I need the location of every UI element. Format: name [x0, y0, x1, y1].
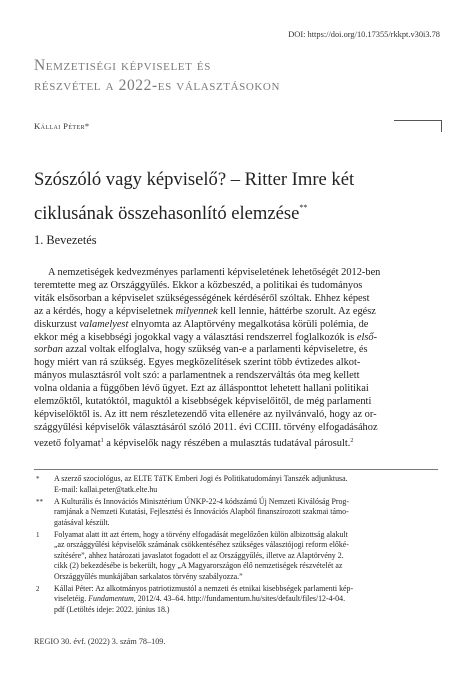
article-title-line: Szószóló vagy képviselő? – Ritter Imre két — [34, 169, 355, 190]
body-line — [34, 306, 438, 319]
body-text: az a kérdés, hogy a képviseletnek — [34, 305, 176, 317]
body-italic: első- — [356, 331, 378, 343]
journal-name: Fundamentum, — [88, 594, 136, 603]
footnote — [34, 474, 438, 495]
footnote — [34, 497, 438, 529]
section-title — [34, 56, 434, 96]
section-title-line: Nemzetiségi képviselet és — [34, 57, 211, 74]
footnotes — [34, 474, 438, 617]
article-title-text: ciklusának összehasonlító elemzése — [34, 203, 300, 224]
body-paragraph — [34, 267, 438, 451]
body-line — [34, 319, 438, 332]
body-line: képviselőktől is. Az itt nem részletezendő vita ellenére az nyilvánvaló, hogy az or- — [34, 408, 377, 420]
body-text: ekkor még a kisebbségi jogokkal vagy a választási rendszerrel foglalkozók is — [34, 331, 357, 343]
body-line: elemzőktől, kutatóktól, maguktól a kisebbségek képviselőitől, de még parlamenti — [34, 396, 372, 408]
body-line: hogy miért van rá szükség. Egyes megközelítések szerint több évtizedes alkot- — [34, 357, 361, 369]
body-line — [34, 332, 438, 345]
article-title-footnote-marker[interactable]: ** — [299, 203, 308, 212]
decorative-bracket — [394, 120, 442, 132]
body-text: a képviselők nagy részében a mulasztás tudatával párosult. — [103, 437, 351, 449]
page-footer: REGIO 30. évf. (2022) 3. szám 78–109. — [34, 637, 166, 646]
footnote — [34, 584, 438, 616]
footnote-line: ramjának a Nemzeti Kutatási, Fejlesztési és Innovációs Alapból finanszírozott szakmai támo- — [54, 507, 349, 516]
footnote-divider — [34, 469, 438, 470]
footnote-line: „az országgyűlési képviselők számának csökkentéséhez szükséges választójogi reform előké- — [54, 540, 349, 549]
footnote-ref[interactable]: 1 — [100, 437, 104, 444]
section-heading: 1. Bevezetés — [34, 233, 97, 247]
body-text: kell lennie, háttérbe szorult. Az egész — [217, 305, 376, 317]
body-italic: sorban — [34, 344, 63, 356]
footnote-marker: * — [36, 475, 40, 483]
body-line: szággyűlési képviselők választásáról szóló 2011. évi CCIII. törvény elfogadásához — [34, 421, 378, 433]
footnote-line: Országgyűlés munkájában sarkalatos törvény szabályozza.” — [54, 571, 243, 581]
footnote-line: szítésére”, ahhez határozati javaslatot fogadott el az Országgyűlés, illetve az Alaptörvény 2. — [54, 550, 344, 560]
footnote-marker: 1 — [36, 530, 40, 539]
body-line: mányos mulasztásról volt szó: a parlamentnek a rendszerváltás óta meg kellett — [34, 370, 360, 382]
footnote-line: Kállai Péter: Az alkotmányos patriotizmustól a nemzeti és etnikai kisebbségek parlamenti kép- — [54, 583, 354, 593]
footnote-text: viseletéig. — [54, 594, 89, 603]
body-line: viták elsősorban a képviselet szükségességének kérdéséről szóltak. Ehhez képest — [34, 292, 370, 304]
section-title-line: részvétel a 2022-es választásokon — [34, 77, 281, 94]
article-title-line — [34, 194, 454, 228]
body-text: vezető folyamat — [34, 437, 101, 449]
footnote-line: A szerző szociológus, az ELTE TáTK Emberi Jogi és Politikatudományi Tanszék adjunktusa. — [54, 474, 348, 483]
author-name: Kállai Péter* — [34, 121, 90, 131]
footnote-marker: 2 — [36, 584, 40, 593]
body-line — [34, 435, 438, 451]
doi-link[interactable]: DOI: https://doi.org/10.17355/rkkpt.v30i3.78 — [288, 30, 440, 39]
footnote-line: gatásával készült. — [54, 517, 110, 527]
body-line: A nemzetiségek kedvezményes parlamenti képviseletének lehetőségét 2012-ben — [48, 267, 381, 278]
footnote-ref[interactable]: 2 — [350, 437, 354, 444]
footnote-email[interactable]: E-mail: kallai.peter@tatk.elte.hu — [54, 484, 158, 494]
footnote-line: Folyamat alatt itt azt értem, hogy a törvény elfogadását megelőzően külön albizottság alakult — [54, 529, 348, 539]
body-italic: milyennek — [175, 305, 218, 317]
footnote-line: cikk (2) bekezdésébe is bekerült, hogy „A Magyarországon élő nemzetiségek részvételét az — [54, 561, 343, 570]
body-text: elnyomta az Alaptörvény megalkotása körüli polémia, de — [128, 318, 369, 330]
footnote-line: A Kulturális és Innovációs Minisztérium ÚNKP-22-4 kódszámú Új Nemzeti Kiválóság Prog- — [54, 496, 349, 506]
body-italic: valamelyest — [79, 318, 129, 330]
body-line: teremtette meg az Országgyűlés. Ekkor a közbeszéd, a politikai és tudományos — [34, 279, 363, 291]
body-text: diskurzust — [34, 318, 80, 330]
footnote-line — [54, 594, 438, 605]
article-title — [34, 166, 454, 228]
footnote-marker: ** — [36, 497, 43, 506]
body-text: azzal voltak elfoglalva, hogy szükség van-e a parlamenti képviseletre, és — [62, 344, 368, 356]
body-line — [34, 344, 438, 357]
footnote — [34, 530, 438, 583]
footnote-url[interactable]: 2012/4. 43–64. http://fundamentum.hu/sites/default/files/12-4-04. — [135, 594, 346, 603]
body-line: volna oldania a függőben lévő ügyet. Ezt az állásponttot lehetett hallani politikai — [34, 383, 369, 395]
footnote-line: pdf (Letöltés ideje: 2022. június 18.) — [54, 604, 170, 614]
